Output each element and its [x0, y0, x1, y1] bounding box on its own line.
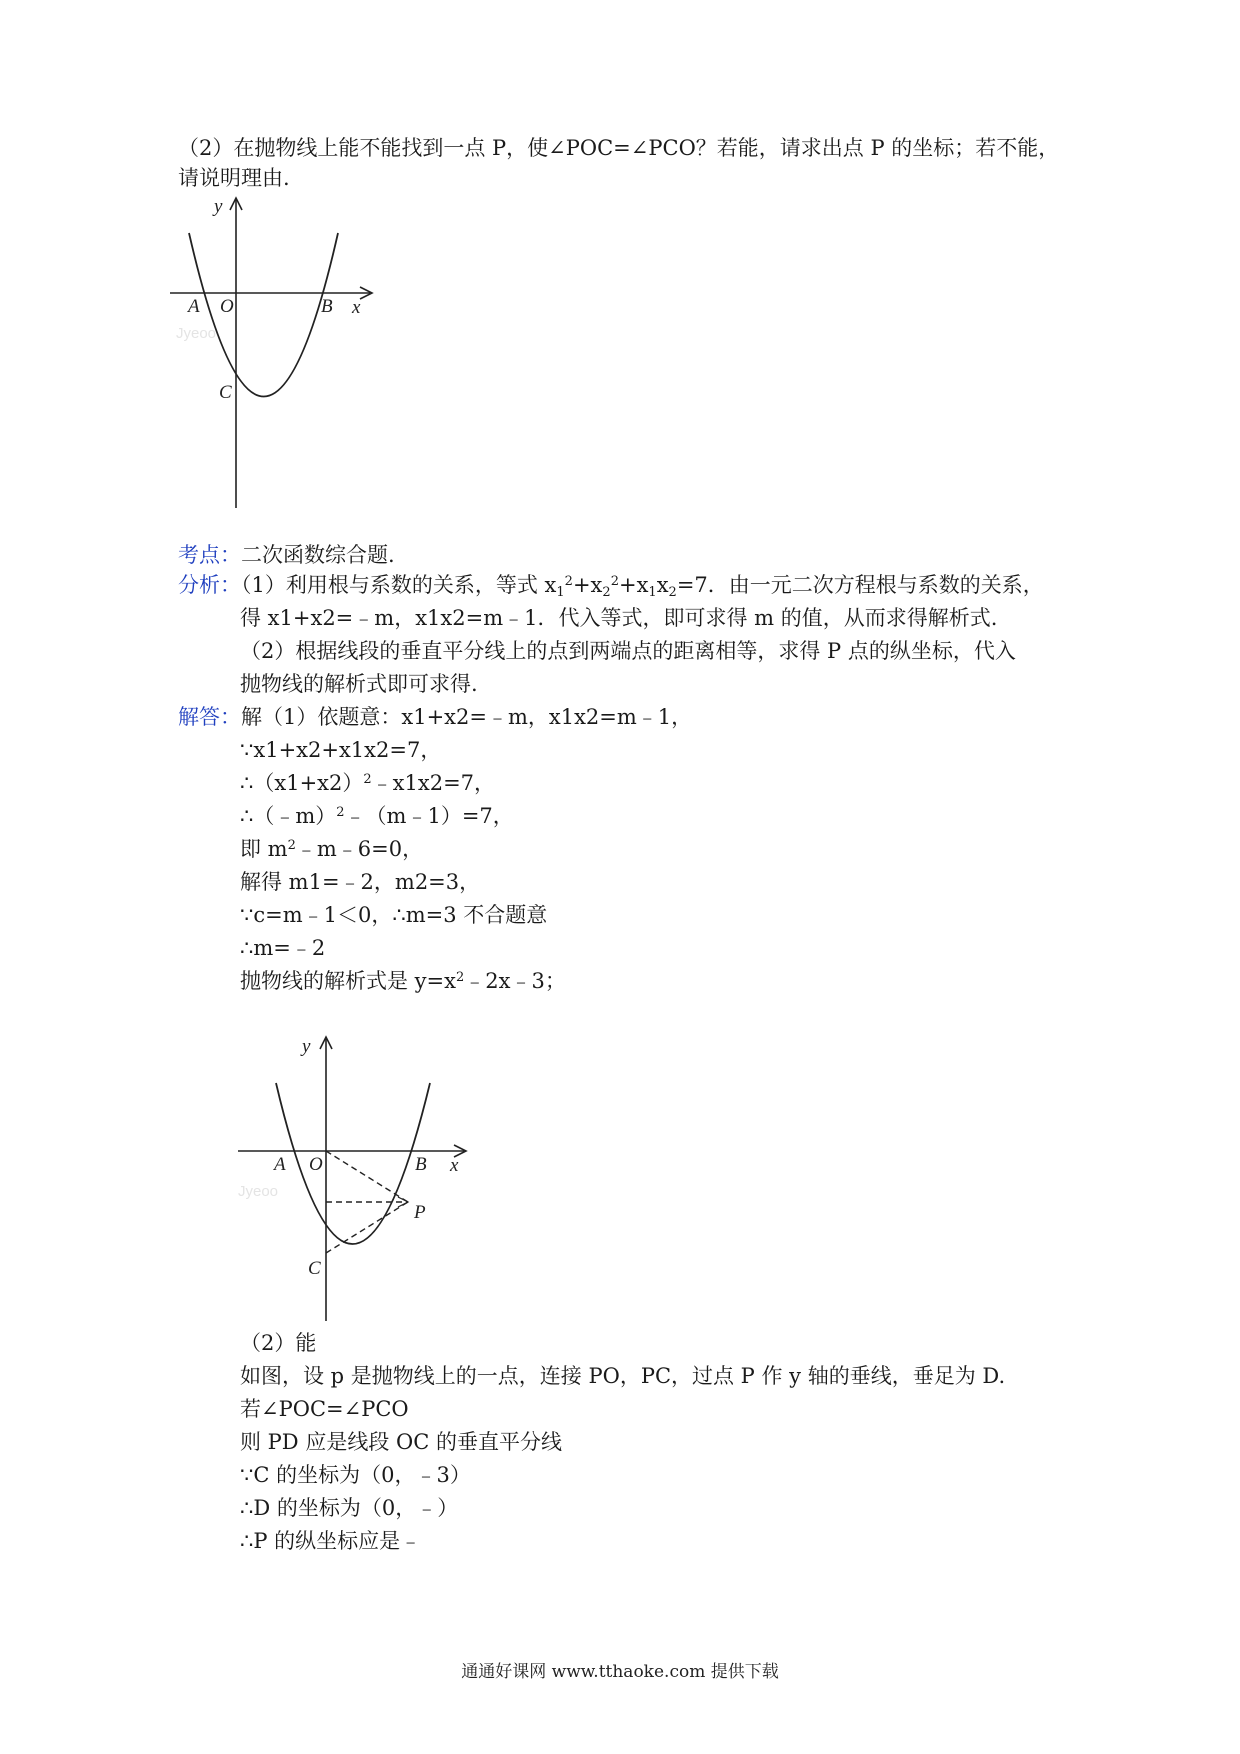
fenxi-text: +x	[618, 573, 649, 597]
jieda-line2: ∵x1+x2+x1x2=7，	[240, 738, 442, 762]
part2-question-line2: 请说明理由.	[178, 166, 290, 190]
jieda-line3	[240, 768, 495, 798]
superscript: 2	[564, 574, 573, 589]
point-a-label: A	[274, 1154, 286, 1175]
x-axis-label: x	[352, 297, 361, 318]
fenxi-line3: （2）根据线段的垂直平分线上的点到两端点的距离相等，求得 P 点的纵坐标，代入	[240, 639, 1016, 663]
y-axis-label: y	[302, 1036, 311, 1057]
jieda-text: ﹣2x﹣3；	[464, 969, 566, 993]
jieda-line8: ∴m=﹣2	[240, 936, 326, 960]
fenxi-text: +x	[572, 573, 603, 597]
jieda-text: ﹣（m﹣1）=7，	[344, 804, 514, 828]
point-p-label: P	[414, 1202, 426, 1223]
subscript: 1	[648, 585, 657, 600]
point-b-label: B	[321, 296, 333, 317]
segment-po	[326, 1151, 408, 1202]
point-b-label: B	[415, 1154, 427, 1175]
y-axis-label: y	[214, 196, 223, 217]
fenxi-text: =7．由一元二次方程根与系数的关系，	[676, 573, 1044, 597]
kaodian-label: 考点：	[178, 543, 241, 567]
part2-question-line1: （2）在抛物线上能不能找到一点 P，使∠POC=∠PCO？若能，请求出点 P 的坐标；若不能，	[178, 136, 1060, 160]
jieda-text: 即 m	[240, 837, 288, 861]
jieda-line4	[240, 801, 514, 831]
fenxi-line4: 抛物线的解析式即可求得.	[240, 672, 478, 696]
superscript: 2	[336, 805, 345, 820]
jieda-label: 解答：	[178, 705, 241, 729]
point-c-label: C	[219, 382, 232, 403]
parabola-curve	[276, 1083, 430, 1244]
part2-answer-line6: ∴D 的坐标为（0，﹣）	[240, 1496, 459, 1520]
jieda-line7: ∵c=m﹣1＜0，∴m=3 不合题意	[240, 903, 548, 927]
point-a-label: A	[188, 296, 200, 317]
fenxi-label: 分析：	[178, 573, 241, 597]
fenxi-text: （1）利用根与系数的关系，等式 x	[241, 573, 557, 597]
jieda-text: ∴（x1+x2）	[240, 771, 364, 795]
part2-answer-line4: 则 PD 应是线段 OC 的垂直平分线	[240, 1430, 562, 1454]
parabola-figure-2	[230, 1025, 490, 1325]
kaodian-text: 二次函数综合题.	[241, 543, 395, 567]
superscript: 2	[455, 970, 465, 985]
jieda-text: 解（1）依题意：x1+x2=﹣m，x1x2=m﹣1，	[241, 705, 693, 729]
superscript: 2	[363, 772, 372, 787]
fenxi-text: x	[656, 573, 669, 597]
jieda-text: ﹣m﹣6=0，	[295, 837, 424, 861]
part2-answer-line5: ∵C 的坐标为（0，﹣3）	[240, 1463, 471, 1487]
jieda-line9	[240, 966, 566, 996]
subscript: 1	[556, 585, 565, 600]
parabola-curve	[189, 233, 338, 397]
fenxi-line2: 得 x1+x2=﹣m，x1x2=m﹣1．代入等式，即可求得 m 的值，从而求得解析式.	[240, 606, 998, 630]
x-axis-label: x	[450, 1155, 459, 1176]
fenxi-line1	[178, 570, 1044, 600]
part2-answer-line3: 若∠POC=∠PCO	[240, 1397, 409, 1421]
figure2-watermark: Jyeoo	[238, 1183, 279, 1200]
jieda-text: 抛物线的解析式是 y=x	[240, 969, 456, 993]
subscript: 2	[602, 585, 611, 600]
origin-label: O	[309, 1154, 323, 1175]
superscript: 2	[610, 574, 619, 589]
point-c-label: C	[308, 1258, 321, 1279]
subscript: 2	[668, 585, 677, 600]
parabola-figure-1	[170, 196, 430, 516]
part2-answer-line2: 如图，设 p 是抛物线上的一点，连接 PO，PC，过点 P 作 y 轴的垂线，垂足为 D.	[240, 1364, 1006, 1388]
figure1-watermark: Jyeoo	[176, 325, 217, 342]
jieda-text: ∴（﹣m）	[240, 804, 337, 828]
jieda-line6: 解得 m1=﹣2，m2=3，	[240, 870, 481, 894]
jieda-line1	[178, 702, 692, 732]
jieda-line5	[240, 834, 423, 864]
page-footer: 通通好课网 www.tthaoke.com 提供下载	[461, 1662, 779, 1682]
segment-pc	[326, 1202, 408, 1253]
superscript: 2	[287, 838, 296, 853]
kaodian-line	[178, 540, 395, 570]
jieda-text: ﹣x1x2=7，	[371, 771, 496, 795]
part2-answer-line1: （2）能	[240, 1331, 317, 1355]
part2-answer-line7: ∴P 的纵坐标应是﹣	[240, 1529, 422, 1553]
origin-label: O	[220, 296, 234, 317]
